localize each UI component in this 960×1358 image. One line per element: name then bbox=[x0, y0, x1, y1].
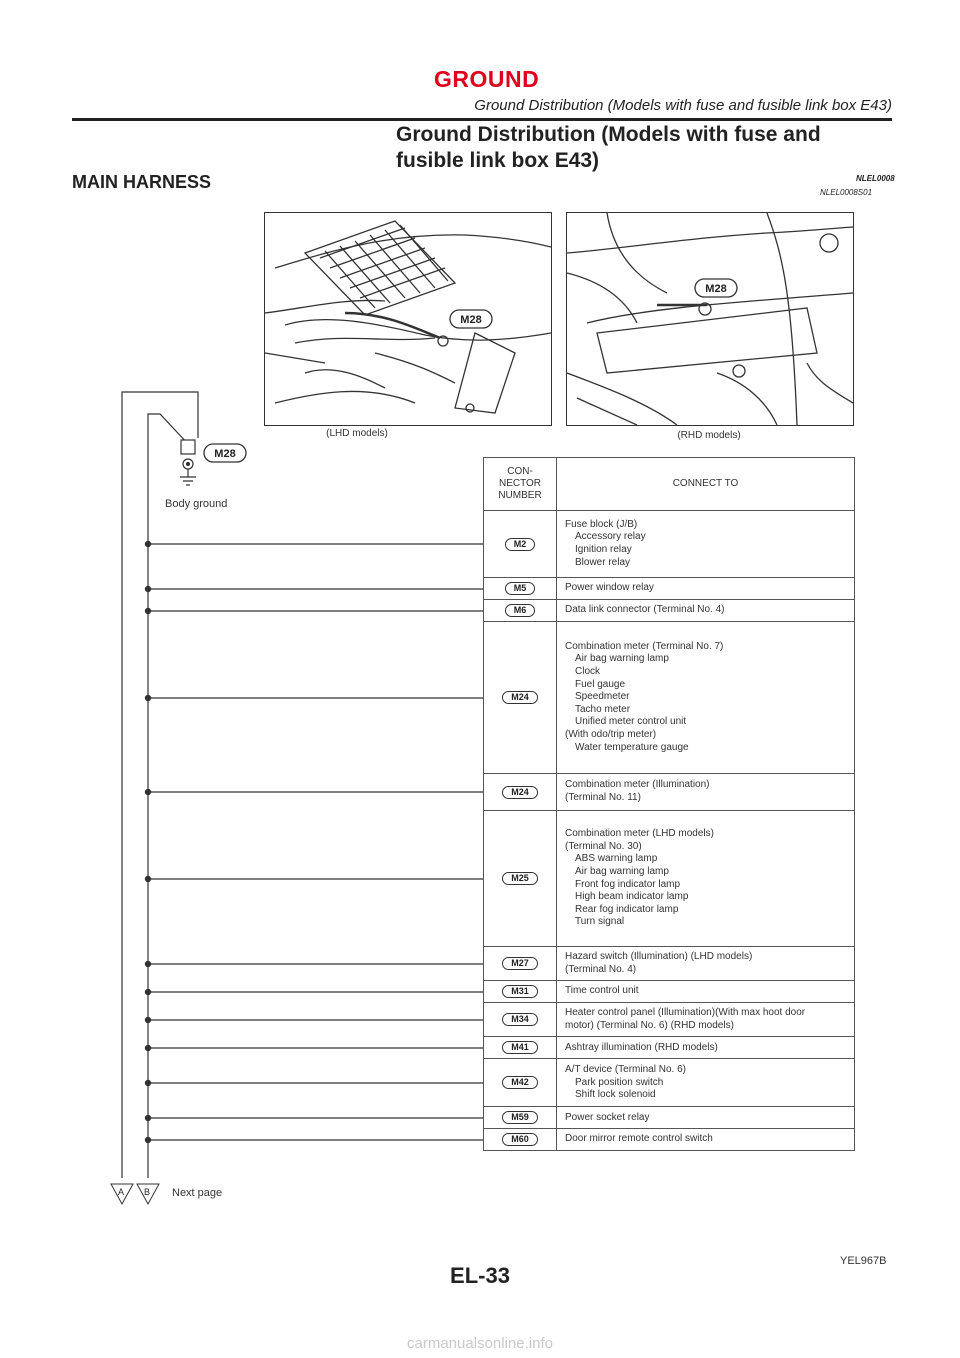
connector-tag: M42 bbox=[502, 1076, 538, 1089]
connect-to-cell bbox=[557, 811, 855, 947]
header-connect-to: CONNECT TO bbox=[557, 458, 855, 511]
connector-cell bbox=[484, 511, 557, 578]
connector-cell bbox=[484, 1003, 557, 1037]
connector-tag: M31 bbox=[502, 985, 538, 998]
connect-to-line: Combination meter (Terminal No. 7) bbox=[565, 640, 724, 652]
connect-to-line: Ignition relay bbox=[575, 544, 632, 555]
connect-to-line: Time control unit bbox=[565, 985, 639, 997]
page-title-line1: Ground Distribution (Models with fuse and bbox=[396, 123, 821, 146]
ground-connector-label: M28 bbox=[214, 448, 236, 460]
table-row bbox=[484, 947, 855, 981]
rhd-ground-tag: M28 bbox=[705, 283, 727, 295]
connect-to-line: Door mirror remote control switch bbox=[565, 1133, 713, 1145]
section-title: GROUND bbox=[434, 66, 540, 92]
splice-dot bbox=[145, 1080, 150, 1085]
connector-cell bbox=[484, 1059, 557, 1107]
connect-to-line: motor) (Terminal No. 6) (RHD models) bbox=[565, 1019, 734, 1031]
connect-to-line: Accessory relay bbox=[575, 531, 646, 543]
table-row bbox=[484, 511, 855, 578]
figure-code: YEL967B bbox=[840, 1255, 887, 1267]
table-row bbox=[484, 1129, 855, 1151]
header-number-line: NUMBER bbox=[498, 490, 542, 501]
page-number: EL-33 bbox=[450, 1263, 510, 1288]
connector-cell bbox=[484, 622, 557, 774]
connector-tag: M41 bbox=[502, 1041, 538, 1054]
connect-to-cell bbox=[557, 511, 855, 578]
connector-cell bbox=[484, 600, 557, 622]
connect-to-line: Air bag warning lamp bbox=[575, 865, 669, 877]
subsection-heading: MAIN HARNESS bbox=[72, 172, 212, 192]
connect-to-line: A/T device (Terminal No. 6) bbox=[565, 1063, 686, 1075]
table-row bbox=[484, 578, 855, 600]
connect-to-line: (Terminal No. 30) bbox=[565, 840, 642, 852]
table-row bbox=[484, 622, 855, 774]
wire-b bbox=[148, 414, 190, 1178]
connect-to-line: Data link connector (Terminal No. 4) bbox=[565, 604, 725, 616]
connect-to-cell bbox=[557, 1059, 855, 1107]
splice-dot bbox=[145, 789, 150, 794]
lhd-caption: (LHD models) bbox=[326, 428, 388, 439]
connect-to-line: Power window relay bbox=[565, 582, 654, 594]
connect-to-line: Park position switch bbox=[575, 1076, 664, 1088]
connector-tag: M6 bbox=[505, 604, 536, 617]
table-row bbox=[484, 1037, 855, 1059]
connect-to-cell bbox=[557, 600, 855, 622]
splice-dot bbox=[145, 1017, 150, 1022]
connect-to-cell bbox=[557, 1037, 855, 1059]
connect-to-line: Speedmeter bbox=[575, 691, 630, 703]
subsection-code: NLEL0008S01 bbox=[820, 188, 873, 197]
watermark: carmanualsonline.info bbox=[407, 1335, 553, 1352]
next-page-label: Next page bbox=[172, 1187, 223, 1199]
body-ground-label: Body ground bbox=[165, 498, 228, 510]
connect-to-line: Clock bbox=[575, 666, 601, 678]
connect-to-line: Power socket relay bbox=[565, 1111, 650, 1123]
connector-table bbox=[483, 457, 855, 1151]
table-row bbox=[484, 600, 855, 622]
connect-to-line: Hazard switch (Illumination) (LHD models) bbox=[565, 951, 753, 962]
connect-to-line: High beam indicator lamp bbox=[575, 891, 689, 903]
connect-to-cell bbox=[557, 947, 855, 981]
splice-dot bbox=[145, 1137, 150, 1142]
header-connector-number bbox=[484, 458, 557, 511]
connector-tag: M5 bbox=[505, 582, 536, 595]
rhd-caption: (RHD models) bbox=[677, 430, 741, 441]
connector-tag: M60 bbox=[502, 1133, 538, 1146]
connect-to-cell bbox=[557, 622, 855, 774]
connector-tag: M2 bbox=[505, 538, 536, 551]
header-number-line: NECTOR bbox=[498, 478, 542, 489]
connect-to-line: Turn signal bbox=[575, 916, 625, 928]
connect-to-line: Fuse block (J/B) bbox=[565, 518, 638, 530]
connector-cell bbox=[484, 1107, 557, 1129]
table-row bbox=[484, 774, 855, 811]
connect-to-cell bbox=[557, 578, 855, 600]
connect-to-line: Fuel gauge bbox=[575, 678, 626, 690]
header-number-line: CON- bbox=[507, 466, 533, 477]
connect-to-line: Ashtray illumination (RHD models) bbox=[565, 1041, 718, 1053]
ground-symbol bbox=[180, 469, 196, 485]
splice-dot bbox=[145, 586, 150, 591]
table-header-row bbox=[484, 458, 855, 511]
connector-cell bbox=[484, 578, 557, 600]
page-title-line2: fusible link box E43) bbox=[396, 149, 600, 172]
connector-tag: M24 bbox=[502, 691, 538, 704]
connect-to-line: Unified meter control unit bbox=[575, 716, 687, 728]
connector-cell bbox=[484, 774, 557, 811]
connector-cell bbox=[484, 1129, 557, 1151]
table-row bbox=[484, 981, 855, 1003]
connector-cell bbox=[484, 981, 557, 1003]
connector-tag: M25 bbox=[502, 872, 538, 885]
lhd-ground-tag: M28 bbox=[460, 314, 482, 326]
connect-to-line: Combination meter (Illumination) bbox=[565, 779, 710, 791]
connector-tag: M24 bbox=[502, 786, 538, 799]
ground-connector-box bbox=[181, 440, 195, 454]
connect-to-line: Combination meter (LHD models) bbox=[565, 828, 714, 840]
connector-tag: M59 bbox=[502, 1111, 538, 1124]
splice-dot bbox=[145, 541, 150, 546]
connect-to-line: (Terminal No. 11) bbox=[565, 792, 641, 803]
connect-to-cell bbox=[557, 774, 855, 811]
next-page-a: A bbox=[118, 1187, 125, 1197]
connect-to-line: ABS warning lamp bbox=[575, 853, 658, 865]
connect-to-line: Shift lock solenoid bbox=[575, 1089, 656, 1101]
connect-to-cell bbox=[557, 1003, 855, 1037]
connect-to-cell bbox=[557, 1129, 855, 1151]
connect-to-line: Blower relay bbox=[575, 556, 631, 568]
connect-to-line: Heater control panel (Illumination)(With max hoot door bbox=[565, 1007, 806, 1019]
table-row bbox=[484, 1003, 855, 1037]
title-code: NLEL0008 bbox=[856, 174, 895, 183]
splice-dot bbox=[145, 695, 150, 700]
table-row bbox=[484, 811, 855, 947]
connect-to-cell bbox=[557, 1107, 855, 1129]
connector-tag: M34 bbox=[502, 1013, 538, 1026]
splice-dot bbox=[145, 1045, 150, 1050]
connect-to-line: Water temperature gauge bbox=[575, 741, 689, 753]
connect-to-line: Air bag warning lamp bbox=[575, 653, 669, 665]
table-row bbox=[484, 1059, 855, 1107]
splice-dot bbox=[145, 989, 150, 994]
connect-to-line: (Terminal No. 4) bbox=[565, 963, 637, 975]
connect-to-line: Front fog indicator lamp bbox=[575, 878, 681, 890]
next-page-b: B bbox=[144, 1187, 151, 1197]
splice-dot bbox=[145, 608, 150, 613]
splice-dot bbox=[145, 876, 150, 881]
connect-to-line: Rear fog indicator lamp bbox=[575, 903, 679, 915]
connector-cell bbox=[484, 1037, 557, 1059]
connect-to-cell bbox=[557, 981, 855, 1003]
connector-tag: M27 bbox=[502, 957, 538, 970]
splice-dot bbox=[145, 961, 150, 966]
connect-to-line: Tacho meter bbox=[575, 703, 631, 715]
connect-to-line: (With odo/trip meter) bbox=[565, 728, 657, 740]
table-row bbox=[484, 1107, 855, 1129]
splice-dot bbox=[145, 1115, 150, 1120]
connector-cell bbox=[484, 947, 557, 981]
connector-cell bbox=[484, 811, 557, 947]
section-subtitle: Ground Distribution (Models with fuse and fusible link box E43) bbox=[474, 97, 892, 114]
